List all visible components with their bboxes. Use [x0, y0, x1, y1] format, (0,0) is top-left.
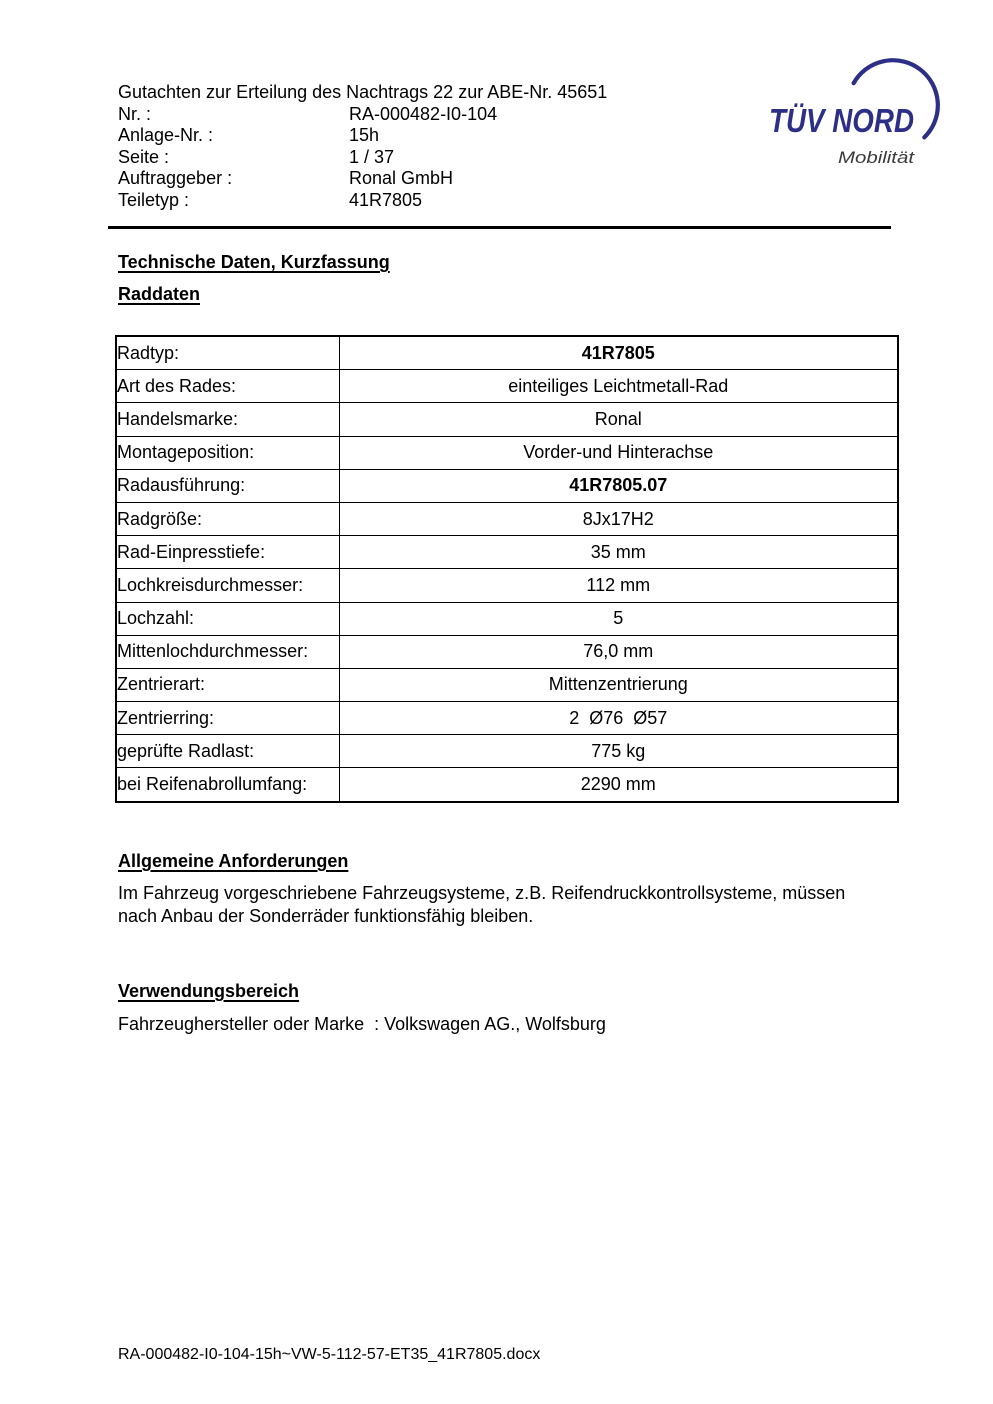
table-row — [116, 635, 898, 668]
row-label: Montageposition: — [116, 436, 339, 469]
section-heading-verwendungsbereich: Verwendungsbereich — [118, 981, 300, 1001]
table-row — [116, 436, 898, 469]
table-row — [116, 702, 898, 735]
header-field-value: RA-000482-I0-104 — [349, 103, 498, 124]
header-field-value: Ronal GmbH — [349, 168, 454, 188]
table-row — [116, 469, 898, 502]
row-label: Mittenlochdurchmesser: — [116, 635, 339, 668]
row-label: Radtyp: — [116, 336, 339, 370]
section-heading-allgemeine-anforderungen: Allgemeine Anforderungen — [118, 851, 349, 871]
section-heading-technische-daten: Technische Daten, Kurzfassung — [118, 252, 390, 272]
allgemeine-anforderungen-text: Im Fahrzeug vorgeschriebene Fahrzeugsysteme, z.B. Reifendruckkontrollsysteme, müssen nach Anbau der Sonderräder funktionsfähig bleiben. — [118, 883, 846, 926]
horizontal-rule — [108, 226, 891, 229]
row-value: 2290 mm — [339, 768, 898, 802]
header-field-label: Seite : — [118, 146, 170, 167]
verwendungsbereich-text: Fahrzeughersteller oder Marke : Volkswagen AG., Wolfsburg — [118, 1014, 606, 1034]
row-value: 112 mm — [339, 569, 898, 602]
row-value: einteiliges Leichtmetall-Rad — [339, 370, 898, 403]
header-field-value: 41R7805 — [349, 189, 423, 210]
row-value: 41R7805 — [339, 336, 898, 370]
row-value: 775 kg — [339, 735, 898, 768]
row-label: Art des Rades: — [116, 370, 339, 403]
row-label: Radgröße: — [116, 502, 339, 535]
row-label: Handelsmarke: — [116, 403, 339, 436]
row-label: Rad-Einpresstiefe: — [116, 536, 339, 569]
row-label: Zentrierart: — [116, 668, 339, 701]
header-field — [118, 104, 607, 126]
table-row — [116, 668, 898, 701]
row-label: Lochzahl: — [116, 602, 339, 635]
row-value: 8Jx17H2 — [339, 502, 898, 535]
row-value: Ronal — [339, 403, 898, 436]
header-field — [118, 168, 607, 190]
row-value: 2 Ø76 Ø57 — [339, 702, 898, 735]
row-value: Vorder-und Hinterachse — [339, 436, 898, 469]
row-value: Mittenzentrierung — [339, 668, 898, 701]
row-value: 5 — [339, 602, 898, 635]
row-label: bei Reifenabrollumfang: — [116, 768, 339, 802]
table-row — [116, 502, 898, 535]
logo-division-label: Mobilität — [838, 148, 916, 167]
table-row — [116, 403, 898, 436]
header-field — [118, 147, 607, 169]
header-field-label: Nr. : — [118, 103, 152, 124]
tuv-nord-logo — [740, 46, 960, 181]
table-row — [116, 336, 898, 370]
row-value: 41R7805.07 — [339, 469, 898, 502]
header-field-label: Auftraggeber : — [118, 168, 233, 188]
header-field-value: 1 / 37 — [349, 146, 395, 167]
header-field-value: 15h — [349, 125, 380, 145]
footer-filename: RA-000482-I0-104-15h~VW-5-112-57-ET35_41R7805.docx — [118, 1346, 541, 1363]
row-label: Zentrierring: — [116, 702, 339, 735]
row-label: Lochkreisdurchmesser: — [116, 569, 339, 602]
table-row — [116, 536, 898, 569]
header-field-label: Anlage-Nr. : — [118, 125, 214, 145]
header-field — [118, 190, 607, 212]
raddaten-table — [115, 335, 899, 803]
header-field-label: Teiletyp : — [118, 189, 190, 210]
header-block — [118, 82, 607, 211]
section-heading-raddaten: Raddaten — [118, 284, 201, 304]
row-value: 35 mm — [339, 536, 898, 569]
document-title: Gutachten zur Erteilung des Nachtrags 22 zur ABE-Nr. 45651 — [118, 82, 608, 102]
table-row — [116, 370, 898, 403]
row-label: geprüfte Radlast: — [116, 735, 339, 768]
table-row — [116, 569, 898, 602]
table-row — [116, 602, 898, 635]
logo-wordmark: TÜV NORD — [769, 102, 914, 139]
table-row — [116, 735, 898, 768]
table-row — [116, 768, 898, 802]
row-label: Radausführung: — [116, 469, 339, 502]
row-value: 76,0 mm — [339, 635, 898, 668]
header-field — [118, 125, 607, 147]
